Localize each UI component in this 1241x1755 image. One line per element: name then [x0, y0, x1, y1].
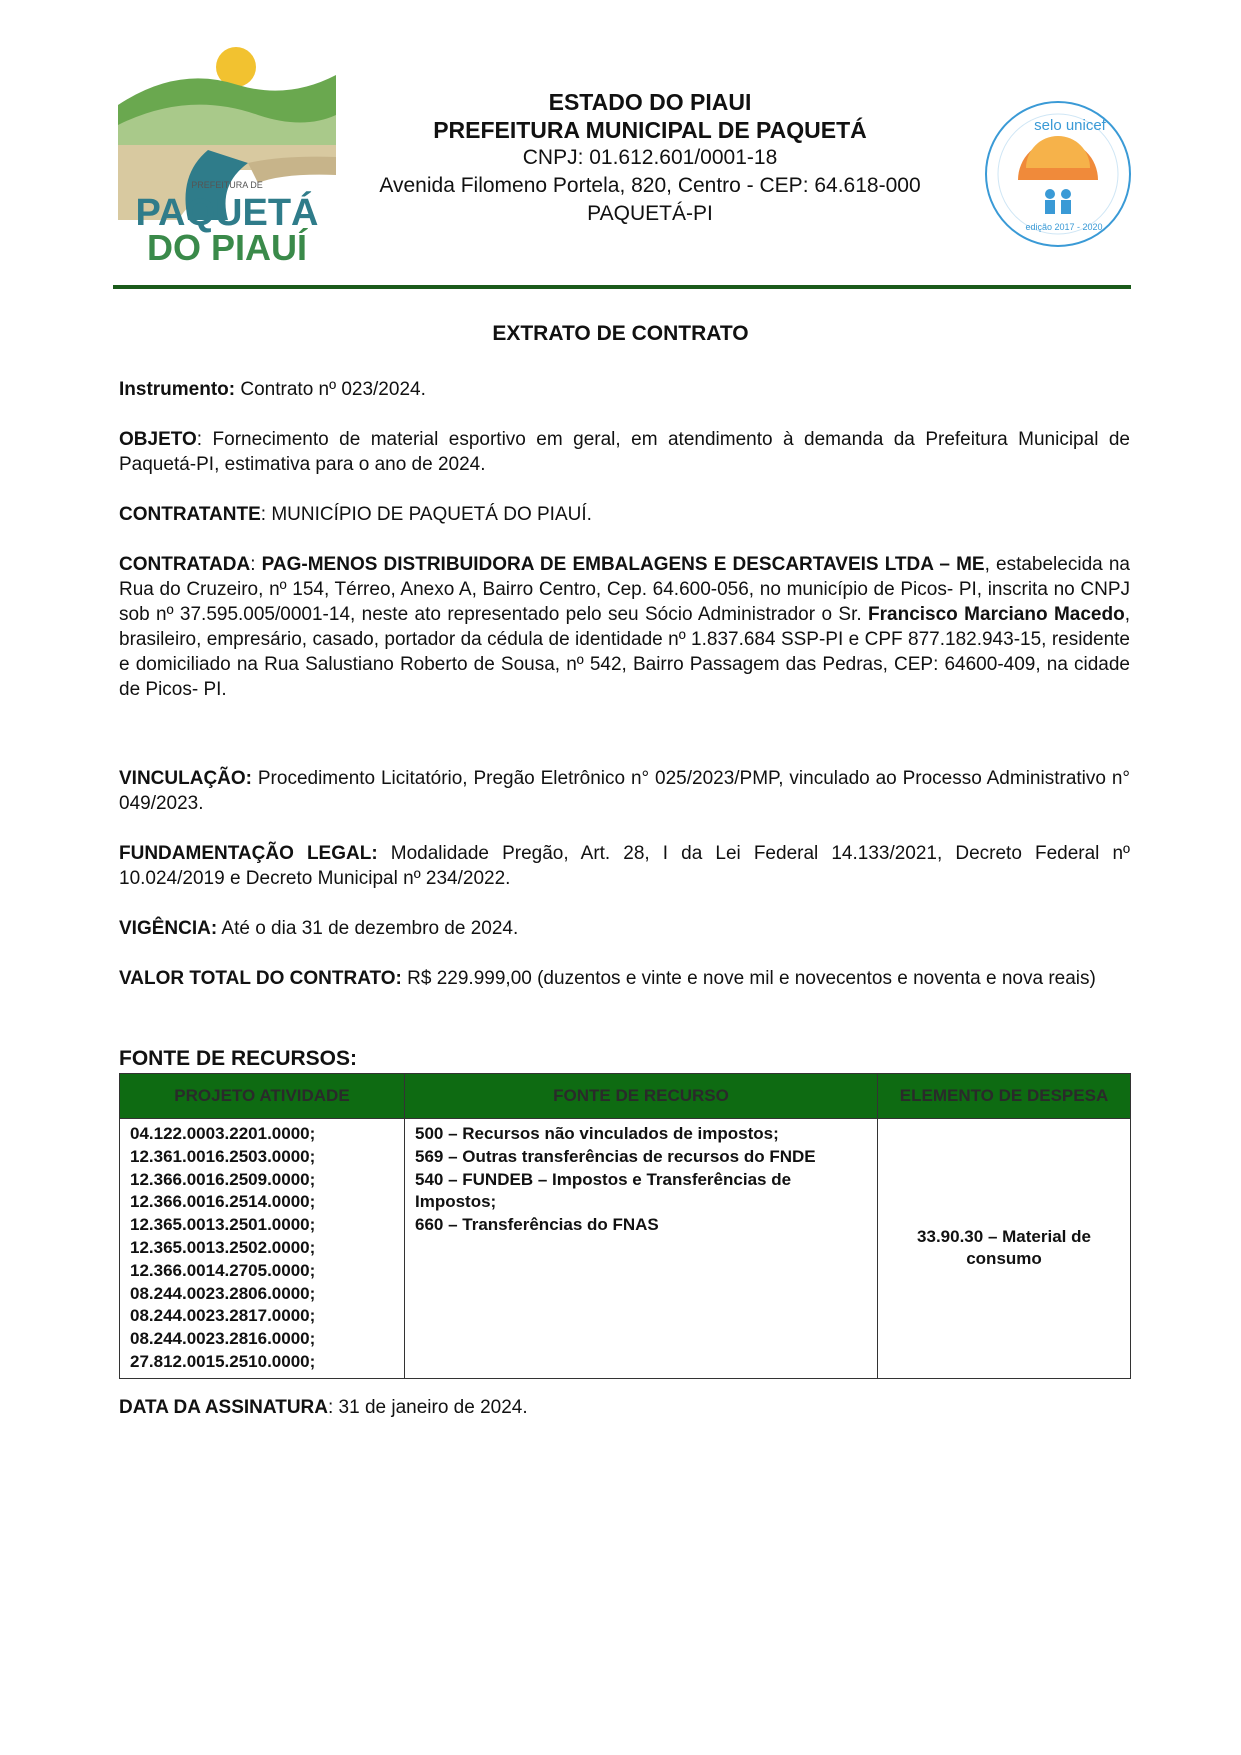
contratante-label: CONTRATANTE [119, 504, 261, 525]
fundamentacao-label: FUNDAMENTAÇÃO LEGAL: [119, 843, 378, 864]
valor-paragraph [119, 966, 1130, 991]
vigencia-label: VIGÊNCIA: [119, 918, 218, 939]
vigencia-paragraph [119, 916, 1130, 941]
contratada-representative: Francisco Marciano Macedo [868, 604, 1125, 625]
instrumento-label: Instrumento: [119, 379, 236, 400]
cnpj: CNPJ: 01.612.601/0001-18 [522, 146, 778, 169]
assinatura-label: DATA DA ASSINATURA [119, 1397, 328, 1418]
fonte-item: 500 – Recursos não vinculados de impostos; [415, 1124, 779, 1143]
logo-text-line1: PREFEITURA DE [191, 180, 263, 190]
seal-text-top: selo unicef [1034, 117, 1106, 134]
header-projeto: PROJETO ATIVIDADE [120, 1074, 405, 1119]
contratante-paragraph [119, 502, 1130, 527]
contratada-paragraph [119, 552, 1130, 702]
municipal-logo-icon [118, 45, 336, 273]
fontes-cell [405, 1119, 878, 1379]
projeto-item: 08.244.0023.2816.0000; [130, 1329, 316, 1349]
valor-text: R$ 229.999,00 (duzentos e vinte e nove mil e novecentos e noventa e nova reais) [401, 968, 1096, 989]
objeto-label: OBJETO [119, 429, 197, 450]
contratada-label: CONTRATADA [119, 554, 251, 575]
contratante-text: : MUNICÍPIO DE PAQUETÁ DO PIAUÍ. [260, 504, 592, 525]
prefeitura-name: PREFEITURA MUNICIPAL DE PAQUETÁ [433, 117, 867, 143]
table-row [120, 1119, 1131, 1379]
projeto-item: 12.366.0016.2514.0000; [130, 1192, 316, 1212]
objeto-paragraph [119, 427, 1130, 477]
document-title: EXTRATO DE CONTRATO [492, 322, 749, 345]
instrumento-paragraph [119, 377, 1130, 402]
projeto-item: 04.122.0003.2201.0000; [130, 1124, 316, 1143]
state-name: ESTADO DO PIAUI [548, 89, 752, 115]
header-elemento: ELEMENTO DE DESPESA [878, 1074, 1131, 1119]
contratada-company: PAG-MENOS DISTRIBUIDORA DE EMBALAGENS E DESCARTAVEIS LTDA – ME [261, 554, 985, 575]
contratada-sep: : [250, 554, 262, 575]
projeto-item: 12.365.0013.2502.0000; [130, 1237, 316, 1257]
city: PAQUETÁ-PI [587, 202, 713, 225]
address: Avenida Filomeno Portela, 820, Centro - CEP: 64.618-000 [379, 174, 921, 197]
logo-text-line2: PAQUETÁ [135, 192, 319, 234]
fonte-item: 660 – Transferências do FNAS [415, 1215, 659, 1235]
assinatura-paragraph [119, 1395, 1130, 1420]
fonte-item: 540 – FUNDEB – Impostos e Transferências de Impostos; [415, 1169, 792, 1212]
fundamentacao-paragraph [119, 841, 1130, 891]
projeto-item: 27.812.0015.2510.0000; [130, 1351, 316, 1371]
contratada-text1: , estabelecida na Rua do Cruzeiro, nº 154, Térreo, Anexo A, Bairro Centro, Cep. 64.600-056, no município de Picos- PI, inscrita no CNPJ sob nº 37.595.005/0001-14, neste ato representado pelo seu Sócio Administrador o Sr. [119, 554, 1130, 625]
vigencia-text: Até o dia 31 de dezembro de 2024. [217, 918, 519, 939]
fonte-heading: FONTE DE RECURSOS: [119, 1047, 358, 1070]
vinculacao-paragraph [119, 766, 1130, 816]
contratada-text2: , brasileiro, empresário, casado, portador da cédula de identidade nº 1.837.684 SSP-PI e CPF 877.182.943-15, residente e domiciliado na Rua Salustiano Roberto de Sousa, nº 542, Bairro Passagem das Pedras, CEP: 64600-409, na cidade de Picos- PI. [119, 604, 1130, 700]
projetos-cell [120, 1119, 405, 1379]
projeto-item: 08.244.0023.2806.0000; [130, 1283, 316, 1303]
unicef-seal-icon [982, 98, 1134, 250]
header-fonte: FONTE DE RECURSO [405, 1074, 878, 1119]
municipal-logo [118, 45, 336, 273]
instrumento-text: Contrato nº 023/2024. [235, 379, 426, 400]
table-header-row [120, 1074, 1131, 1119]
vinculacao-label: VINCULAÇÃO: [119, 768, 252, 789]
fundamentacao-text: Modalidade Pregão, Art. 28, I da Lei Federal 14.133/2021, Decreto Federal nº 10.024/2019 e Decreto Municipal nº 234/2022. [119, 843, 1130, 889]
fonte-item: 569 – Outras transferências de recursos do FNDE [415, 1146, 816, 1166]
seal-text-bottom: edição 2017 - 2020 [1025, 222, 1103, 232]
projeto-item: 08.244.0023.2817.0000; [130, 1306, 316, 1326]
projeto-item: 12.365.0013.2501.0000; [130, 1215, 316, 1235]
projeto-item: 12.366.0014.2705.0000; [130, 1260, 316, 1280]
projeto-item: 12.361.0016.2503.0000; [130, 1146, 316, 1166]
elemento-cell: 33.90.30 – Material de consumo [878, 1119, 1131, 1379]
vinculacao-text: Procedimento Licitatório, Pregão Eletrônico n° 025/2023/PMP, vinculado ao Processo Administrativo n° 049/2023. [119, 768, 1130, 814]
logo-text-line3: DO PIAUÍ [146, 227, 308, 268]
letterhead [340, 88, 960, 228]
valor-label: VALOR TOTAL DO CONTRATO: [119, 968, 402, 989]
unicef-seal [982, 98, 1134, 250]
objeto-text: : Fornecimento de material esportivo em geral, em atendimento à demanda da Prefeitura Municipal de Paquetá-PI, estimativa para o ano de 2024. [119, 429, 1130, 475]
header-divider [113, 285, 1131, 289]
projeto-item: 12.366.0016.2509.0000; [130, 1169, 316, 1189]
assinatura-text: : 31 de janeiro de 2024. [327, 1397, 528, 1418]
fonte-recursos-table [119, 1073, 1131, 1379]
